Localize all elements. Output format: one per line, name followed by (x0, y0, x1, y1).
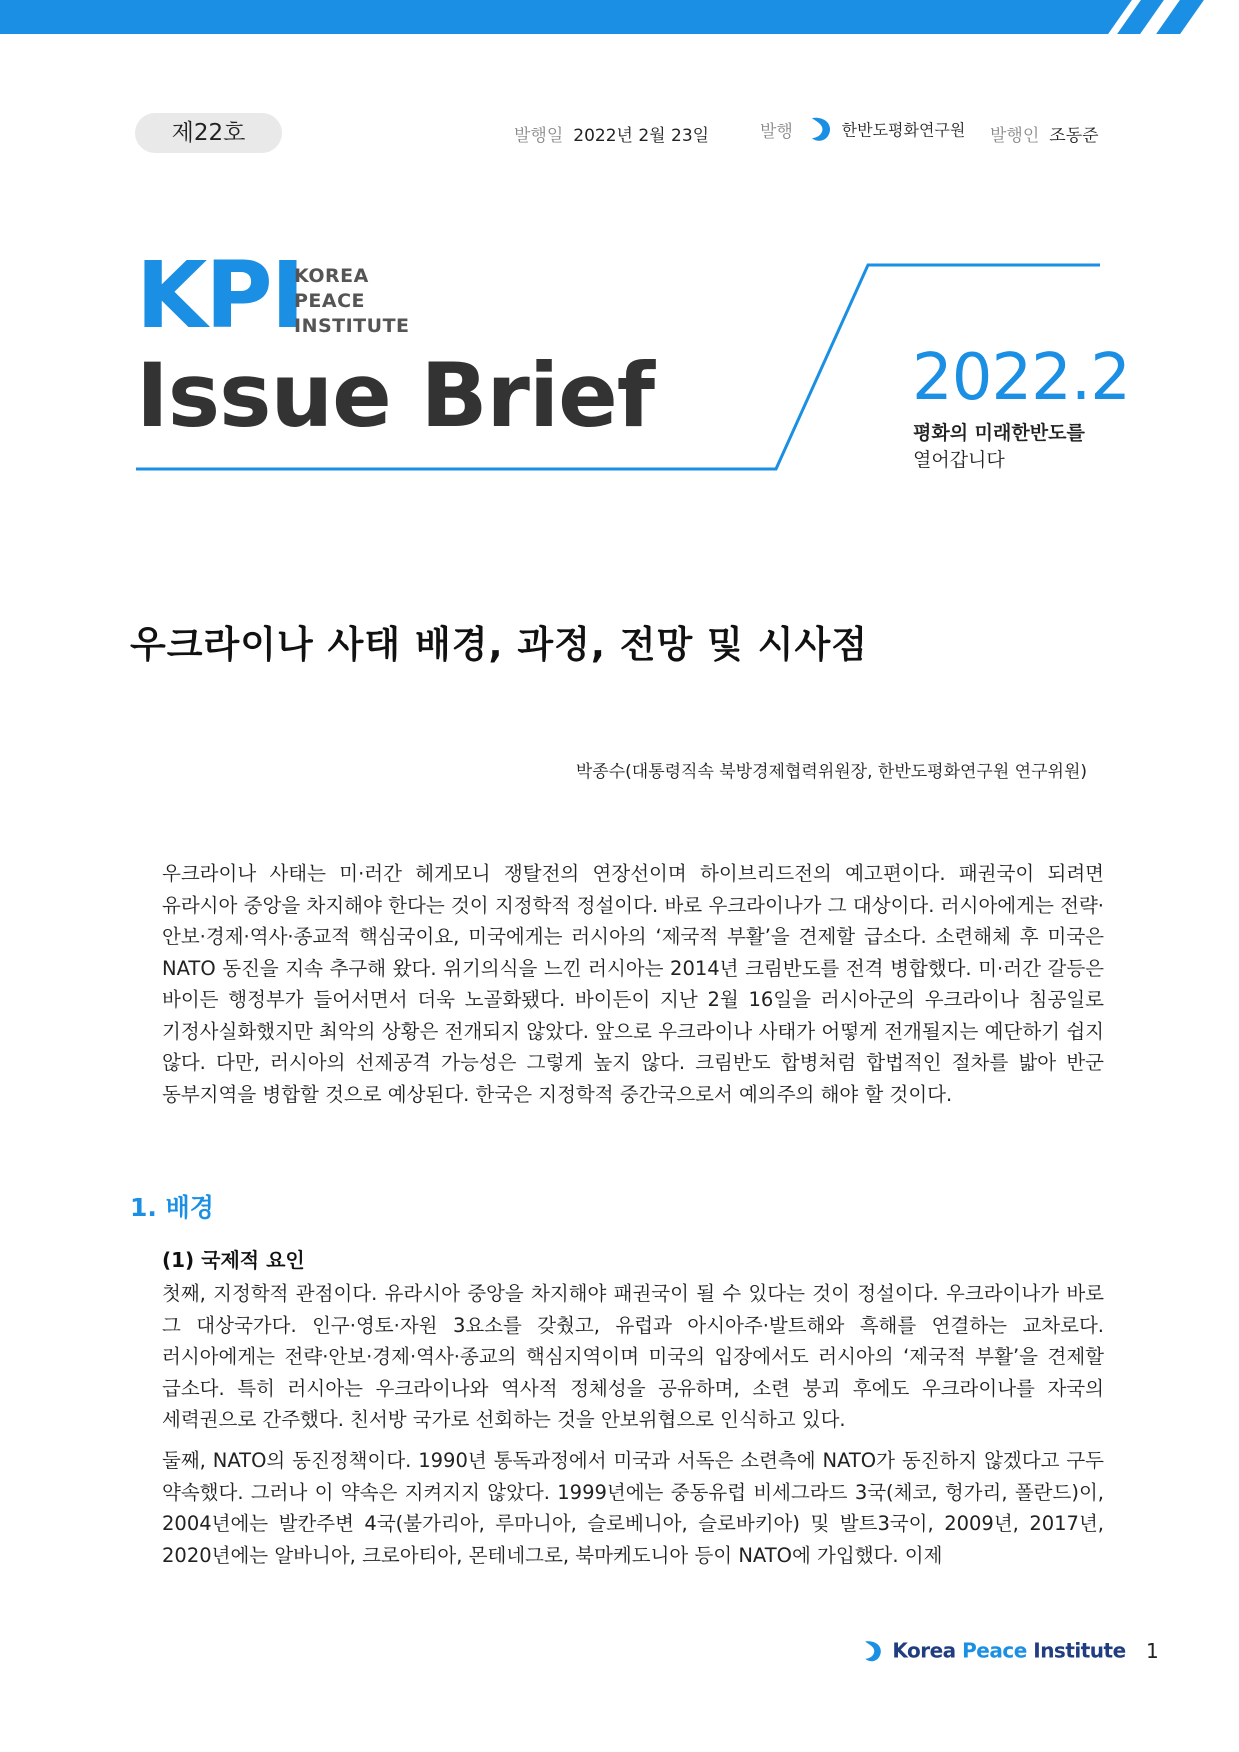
issuer-name: 조동준 (1049, 126, 1099, 146)
body-paragraph-1: 첫째, 지정학적 관점이다. 유라시아 중앙을 차지해야 패권국이 될 수 있다는 것이 정설이다. 우크라이나가 바로 그 대상국가다. 인구·영토·자원 3요소를 갖췄고, 유럽과 아시아주·발트해와 흑해를 연결하는 교차로다. 러시아에게는 전략·안보·경제·역사·종교의 핵심지역이며 미국의 입장에서도 러시아의 ‘제국적 부활’을 견제할 급소다. 특히 러시아는 우크라이나와 역사적 정체성을 공유하며, 소련 붕괴 후에도 우크라이나를 자국의 세력권으로 간주했다. 친서방 국가로 선회하는 것을 안보위협으로 인식하고 있다. (162, 1282, 1104, 1431)
issuer-label: 발행인 (990, 126, 1040, 146)
footer-brand (892, 1639, 1125, 1663)
kpi-line-peace: PEACE (294, 290, 366, 312)
footer-brand-institute: Institute (1033, 1638, 1126, 1663)
slogan (913, 420, 1085, 474)
section-heading: 1. 배경 (130, 1193, 214, 1222)
footer-brand-peace: Peace (962, 1638, 1027, 1663)
kpi-line-institute: INSTITUTE (294, 315, 410, 337)
footer-brand-korea: Korea (892, 1638, 956, 1663)
body-paragraph-2: 둘째, NATO의 동진정책이다. 1990년 통독과정에서 미국과 서독은 소련측에 NATO가 동진하지 않겠다고 구두 약속했다. 그러나 이 약속은 지켜지지 않았다. 1999년에는 중동유럽 비세그라드 3국(체코, 헝가리, 폴란드)이, 2004년에는 발칸주변 4국(불가리아, 루마니아, 슬로베니아, 슬로바키아) 및 발트3국이, 2009년, 2017년, 2020년에는 알바니아, 크로아티아, 몬테네그로, 북마케도니아 등이 NATO에 가입했다. 이제 (162, 1449, 1104, 1567)
slogan-line1: 평화의 미래한반도를 (913, 422, 1085, 444)
publisher-label: 발행 (760, 121, 793, 142)
subsection-heading: (1) 국제적 요인 (162, 1248, 305, 1272)
kpi-logo-icon (860, 1638, 886, 1664)
slogan-line2: 열어갑니다 (913, 449, 1005, 471)
series-title: Issue Brief (136, 344, 655, 447)
publish-date: 2022년 2월 23일 (573, 126, 710, 146)
publish-date-label: 발행일 (514, 126, 564, 146)
article-author: 박종수(대통령직속 북방경제협력위원장, 한반도평화연구원 연구위원) (575, 762, 1087, 782)
abstract-paragraph: 우크라이나 사태는 미·러간 헤게모니 쟁탈전의 연장선이며 하이브리드전의 예고편이다. 패권국이 되려면 유라시아 중앙을 차지해야 한다는 것이 지정학적 정설이다. 바로 우크라이나가 그 대상이다. 러시아에게는 전략·안보·경제·역사·종교적 핵심국이요, 미국에게는 러시아의 ‘제국적 부활’을 견제할 급소다. 소련해체 후 미국은 NATO 동진을 지속 추구해 왔다. 위기의식을 느낀 러시아는 2014년 크림반도를 전격 병합했다. 미·러간 갈등은 바이든 행정부가 들어서면서 더욱 노골화됐다. 바이든이 지난 2월 16일을 러시아군의 우크라이나 침공일로 기정사실화했지만 최악의 상황은 전개되지 않았다. 앞으로 우크라이나 사태가 어떻게 전개될지는 예단하기 쉽지 않다. 다만, 러시아의 선제공격 가능성은 그렇게 높지 않다. 크림반도 합병처럼 합법적인 절차를 밟아 반군 동부지역을 병합할 것으로 예상된다. 한국은 지정학적 중간국으로서 예의주의 해야 할 것이다. (162, 862, 1104, 1106)
issue-year-month: 2022.2 (912, 341, 1130, 415)
footer (860, 1637, 1159, 1664)
article-title: 우크라이나 사태 배경, 과정, 전망 및 시사점 (130, 623, 869, 666)
publisher-name: 한반도평화연구원 (841, 120, 966, 140)
kpi-line-korea: KOREA (294, 265, 369, 287)
page-number: 1 (1146, 1638, 1159, 1663)
kpi-logo-text: KPI (136, 242, 303, 349)
issue-number-badge: 제22호 (135, 113, 282, 153)
